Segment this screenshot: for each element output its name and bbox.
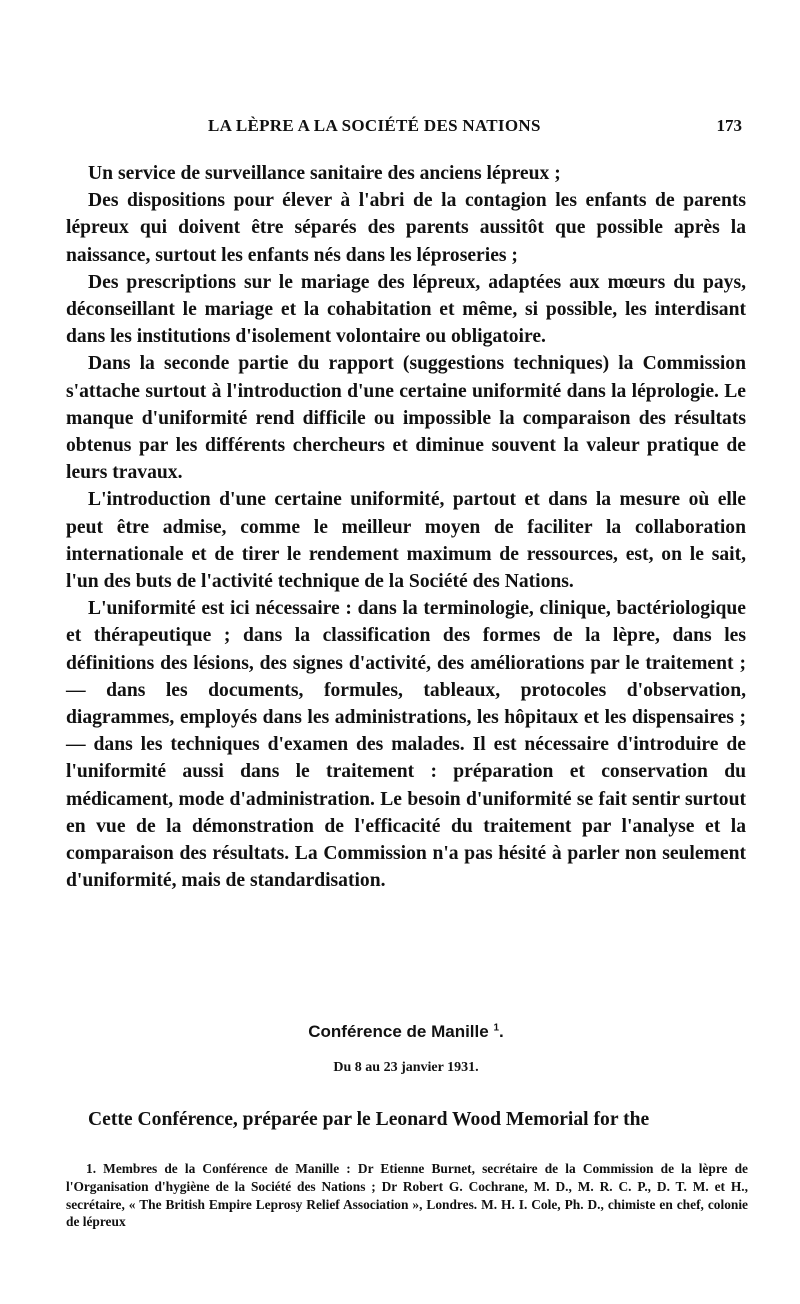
footnote-marker: 1: [493, 1022, 499, 1034]
footnote-text: 1. Membres de la Conférence de Manille : Dr Etienne Burnet, secrétaire de la Commission de la lèpre de l'Organisation d'hygiène de la Société des Nations ; Dr Robert G. Cochrane, M. D., M. R. C. P., D. T. M. et H., secrétaire, « The British Empire Leprosy Relief Association », Londres. M. H. I. Cole, Ph. D., chimiste en chef, colonie de lépreux: [66, 1161, 748, 1230]
running-title: LA LÈPRE A LA SOCIÉTÉ DES NATIONS: [208, 116, 541, 135]
continuation-text: [66, 1106, 746, 1133]
section-title: Conférence de Manille: [308, 1022, 489, 1041]
running-head: [68, 116, 748, 142]
paragraph-children: Des dispositions pour élever à l'abri de la contagion les enfants de parents lépreux qui doivent être séparés des parents aussitôt que possible après la naissance, surtout les enfants nés dans les léproseries ;: [66, 190, 746, 266]
paragraph-technical-suggestions: Dans la seconde partie du rapport (suggestions techniques) la Commission s'attache surtout à l'introduction d'une certaine uniformité dans la léprologie. Le manque d'uniformité rend difficile ou impossible la comparaison des résultats obtenus par les différents chercheurs et diminue souvent la valeur pratique de leurs travaux.: [66, 353, 746, 484]
section-title-suffix: .: [499, 1022, 504, 1041]
paragraph-marriage: Des prescriptions sur le mariage des lépreux, adaptées aux mœurs du pays, déconseillant le mariage et la cohabitation et même, si possible, les interdisant dans les institutions d'isolement volontaire ou obligatoire.: [66, 271, 746, 348]
paragraph-uniformity-needed: L'uniformité est ici nécessaire : dans la terminologie, clinique, bactériologique et thérapeutique ; dans la classification des formes de la lèpre, dans les définitions des lésions, des signes d'activité, des améliorations par le traitement ; — dans les documents, formules, tableaux, protocoles d'observation, diagrammes, employés dans les administrations, les hôpitaux et les dispensaires ; — dans les techniques d'examen des malades. Il est nécessaire d'introduire de l'uniformité aussi dans le traitement : préparation et conservation du médicament, mode d'administration. Le besoin d'uniformité se fait sentir surtout en vue de la démonstration de l'efficacité du traitement par l'analyse et la comparaison des résultats. La Commission n'a pas hésité à parler non seulement d'uniformité, mais de standardisation.: [66, 598, 746, 892]
paragraph-conference-intro: Cette Conférence, préparée par le Leonard Wood Memorial for the: [88, 1109, 650, 1130]
paragraph-uniformity-goal: L'introduction d'une certaine uniformité, partout et dans la mesure où elle peut être admise, comme le meilleur moyen de faciliter la collaboration internationale et de tirer le rendement maximum de ressources, est, on le sait, l'un des buts de l'activité technique de la Société des Nations.: [66, 489, 746, 593]
main-text: [66, 160, 746, 894]
section-heading: [66, 1022, 746, 1042]
section-date: Du 8 au 23 janvier 1931.: [333, 1060, 479, 1075]
paragraph-surveillance: Un service de surveillance sanitaire des anciens lépreux ;: [88, 163, 561, 184]
footnote: [66, 1160, 748, 1231]
page-number: 173: [716, 116, 742, 135]
